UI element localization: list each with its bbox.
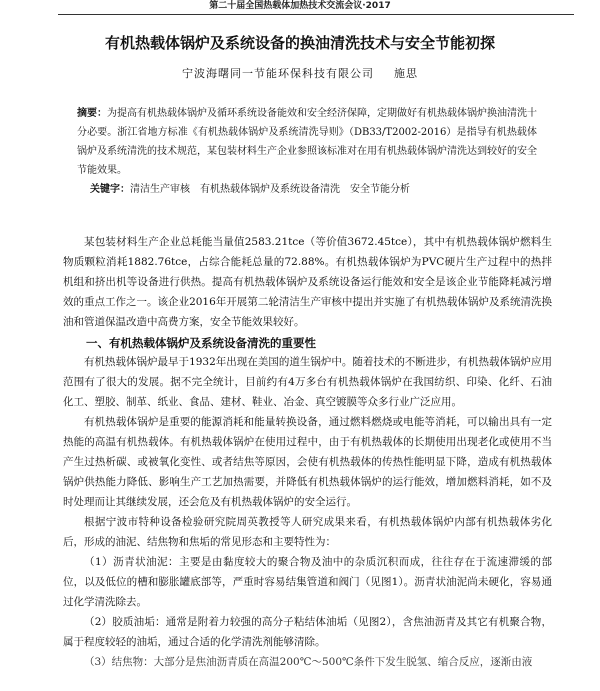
abstract	[77, 104, 537, 180]
header-rule	[58, 14, 574, 15]
author-name: 施思	[394, 67, 418, 80]
affiliation-line	[0, 66, 600, 81]
affiliation: 宁波海曙同一节能环保科技有限公司	[182, 67, 374, 80]
body-paragraph-2: 有机热载体锅炉是重要的能源消耗和能量转换设备，通过燃料燃烧或电能等消耗，可以输出具有一定热能的高温有机热载体。有机热载体锅炉在使用过程中，由于有机热载体的长期使用出现老化或使用不当产生过热析碳、或被氧化变性、或者结焦等原因，会使有机热载体的传热性能明显下降，造成有机热载体锅炉供热能力降低、影响生产工艺加热需要，并降低有机热载体锅炉的运行能效，增加燃料消耗，如不及时处理而让其继续发展，还会危及有机热载体锅炉的安全运行。	[63, 416, 552, 508]
intro-paragraph: 某包装材料生产企业总耗能当量值2583.21tce（等价值3672.45tce），其中有机热载体锅炉燃料生物质颗粒消耗1882.76tce，占综合能耗总量的72.88%。有机热载体锅炉为PVC硬片生产过程中的热拌机组和挤出机等设备进行供热。提高有机热载体锅炉及系统设备运行能效和安全是该企业节能降耗减污增效的重点工作之一。该企业2016年开展第二轮清洁生产审核中提出并实施了有机热载体锅炉及系统清洗换油和管道保温改造中高费方案，安全节能效果较好。	[63, 236, 552, 328]
abstract-label: 摘要：	[77, 108, 107, 119]
body-paragraph-5: （2）胶质油垢：通常是附着力较强的高分子粘结体油垢（见图2），含焦油沥青及其它有机聚合物，属于程度较轻的油垢，通过合适的化学清洗剂能够清除。	[63, 616, 552, 648]
body-paragraph-3: 根据宁波市特种设备检验研究院周英教授等人研究成果来看，有机热载体锅炉内部有机热载体劣化后，形成的油泥、结焦物和焦垢的常见形态和主要特性为：	[63, 516, 552, 548]
paper-title: 有机热载体锅炉及系统设备的换油清洗技术与安全节能初探	[104, 34, 495, 52]
body-paragraph-6: （3）结焦物：大部分是焦油沥青质在高温200℃～500℃条件下发生脱氢、缩合反应，逐渐由液	[84, 656, 533, 668]
body-paragraph-1: 有机热载体锅炉最早于1932年出现在美国的道生锅炉中。随着技术的不断进步，有机热载体锅炉应用范围有了很大的发展。据不完全统计，目前约有4万多台有机热载体锅炉在我国纺织、印染、化纤、石油化工、塑胶、制革、纸业、食品、建材、鞋业、冶金、真空镀膜等众多行业广泛应用。	[63, 356, 552, 408]
body-paragraph-4: （1）沥青状油泥：主要是由黏度较大的聚合物及油中的杂质沉积而成，往往存在于流速滞缓的部位，以及低位的槽和膨胀罐底部等，严重时容易结集管道和阀门（见图1）。沥青状油泥尚未硬化，容易通过化学清洗除去。	[63, 556, 552, 608]
section-heading: 一、有机热载体锅炉及系统设备清洗的重要性	[86, 336, 316, 350]
keywords-text: 清洁生产审核 有机热载体锅炉及系统设备清洗 安全节能分析	[130, 184, 410, 195]
abstract-text: 为提高有机热载体锅炉及循环系统设备能效和安全经济保障，定期做好有机热载体锅炉换油清洗十分必要。浙江省地方标准《有机热载体锅炉及系统清洗导则》（DB33/T2002-2016）是指导有机热载体锅炉及系统清洗的技术规范，某包装材料生产企业参照该标准对在用有机热载体锅炉清洗达到较好的安全节能效果。	[77, 108, 537, 176]
keywords-label: 关键字：	[90, 184, 130, 195]
running-head: 第二十届全国热载体加热技术交流会议·2017	[209, 1, 391, 11]
keywords	[90, 182, 550, 197]
